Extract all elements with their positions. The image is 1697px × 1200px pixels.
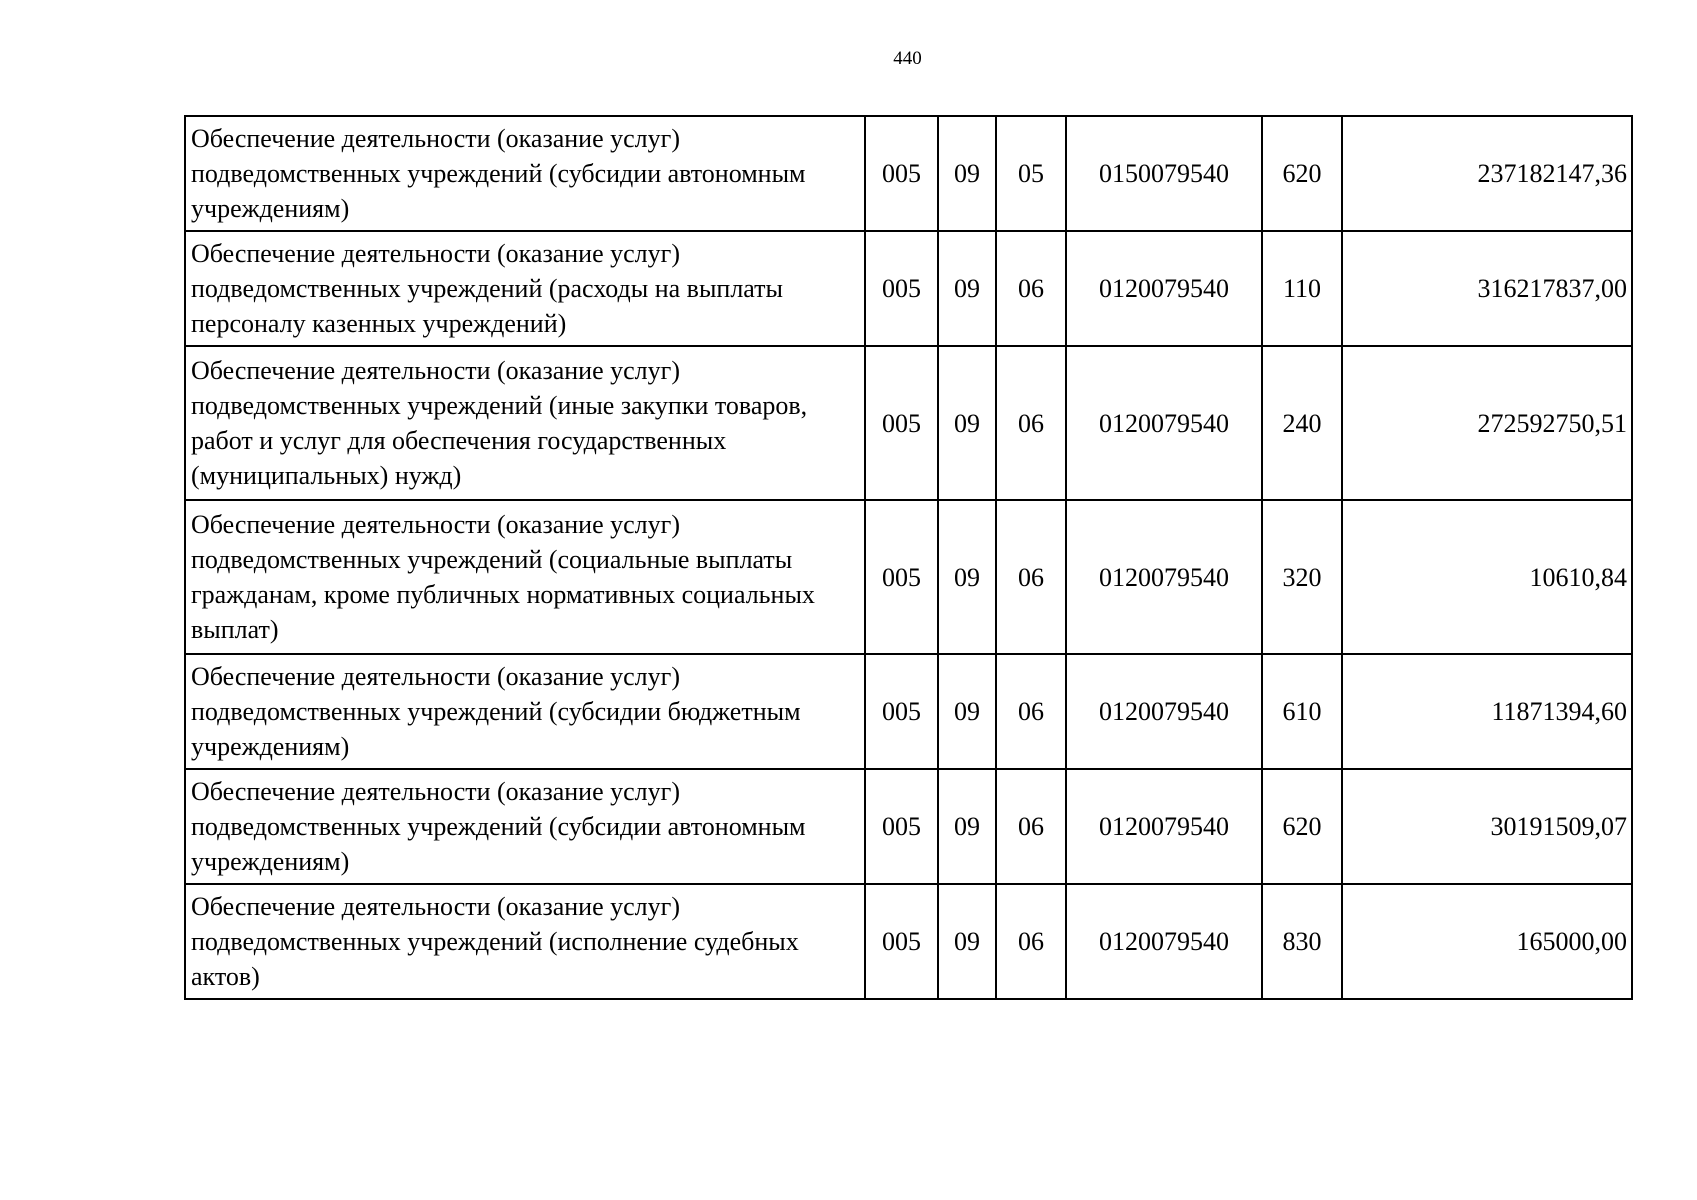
subsection-code-cell: 06 [996,884,1066,999]
amount-cell: 30191509,07 [1342,769,1632,884]
subsection-code-cell: 06 [996,654,1066,769]
subsection-code-cell: 06 [996,346,1066,500]
department-code-cell: 005 [865,884,938,999]
target-item-code-cell: 0120079540 [1066,884,1262,999]
amount-cell: 237182147,36 [1342,116,1632,231]
budget-table-body [185,116,1632,999]
expense-name-cell: Обеспечение деятельности (оказание услуг) подведомственных учреждений (исполнение судебных актов) [185,884,865,999]
target-item-code-cell: 0120079540 [1066,654,1262,769]
section-code-cell: 09 [938,884,996,999]
section-code-cell: 09 [938,769,996,884]
subsection-code-cell: 05 [996,116,1066,231]
section-code-cell: 09 [938,116,996,231]
target-item-code-cell: 0150079540 [1066,116,1262,231]
expense-name-cell: Обеспечение деятельности (оказание услуг) подведомственных учреждений (субсидии автономным учреждениям) [185,116,865,231]
department-code-cell: 005 [865,346,938,500]
department-code-cell: 005 [865,769,938,884]
section-code-cell: 09 [938,500,996,654]
expense-type-code-cell: 830 [1262,884,1342,999]
expense-type-code-cell: 620 [1262,769,1342,884]
department-code-cell: 005 [865,231,938,346]
section-code-cell: 09 [938,346,996,500]
target-item-code-cell: 0120079540 [1066,231,1262,346]
target-item-code-cell: 0120079540 [1066,769,1262,884]
table-row [185,769,1632,884]
table-row [185,884,1632,999]
department-code-cell: 005 [865,654,938,769]
subsection-code-cell: 06 [996,769,1066,884]
target-item-code-cell: 0120079540 [1066,500,1262,654]
expense-type-code-cell: 240 [1262,346,1342,500]
amount-cell: 11871394,60 [1342,654,1632,769]
amount-cell: 316217837,00 [1342,231,1632,346]
expense-type-code-cell: 110 [1262,231,1342,346]
target-item-code-cell: 0120079540 [1066,346,1262,500]
amount-cell: 10610,84 [1342,500,1632,654]
section-code-cell: 09 [938,654,996,769]
table-row [185,346,1632,500]
amount-cell: 272592750,51 [1342,346,1632,500]
expense-type-code-cell: 610 [1262,654,1342,769]
expense-name-cell: Обеспечение деятельности (оказание услуг) подведомственных учреждений (субсидии бюджетным учреждениям) [185,654,865,769]
section-code-cell: 09 [938,231,996,346]
table-row [185,654,1632,769]
table-row [185,116,1632,231]
table-row [185,231,1632,346]
subsection-code-cell: 06 [996,500,1066,654]
budget-table [184,115,1633,1000]
subsection-code-cell: 06 [996,231,1066,346]
expense-type-code-cell: 320 [1262,500,1342,654]
department-code-cell: 005 [865,500,938,654]
expense-name-cell: Обеспечение деятельности (оказание услуг) подведомственных учреждений (иные закупки товаров, работ и услуг для обеспечения государственных (муниципальных) нужд) [185,346,865,500]
page-number: 440 [893,48,922,69]
table-row [185,500,1632,654]
expense-name-cell: Обеспечение деятельности (оказание услуг) подведомственных учреждений (субсидии автономным учреждениям) [185,769,865,884]
amount-cell: 165000,00 [1342,884,1632,999]
expense-name-cell: Обеспечение деятельности (оказание услуг) подведомственных учреждений (социальные выплаты гражданам, кроме публичных нормативных социальных выплат) [185,500,865,654]
expense-type-code-cell: 620 [1262,116,1342,231]
department-code-cell: 005 [865,116,938,231]
expense-name-cell: Обеспечение деятельности (оказание услуг) подведомственных учреждений (расходы на выплаты персоналу казенных учреждений) [185,231,865,346]
